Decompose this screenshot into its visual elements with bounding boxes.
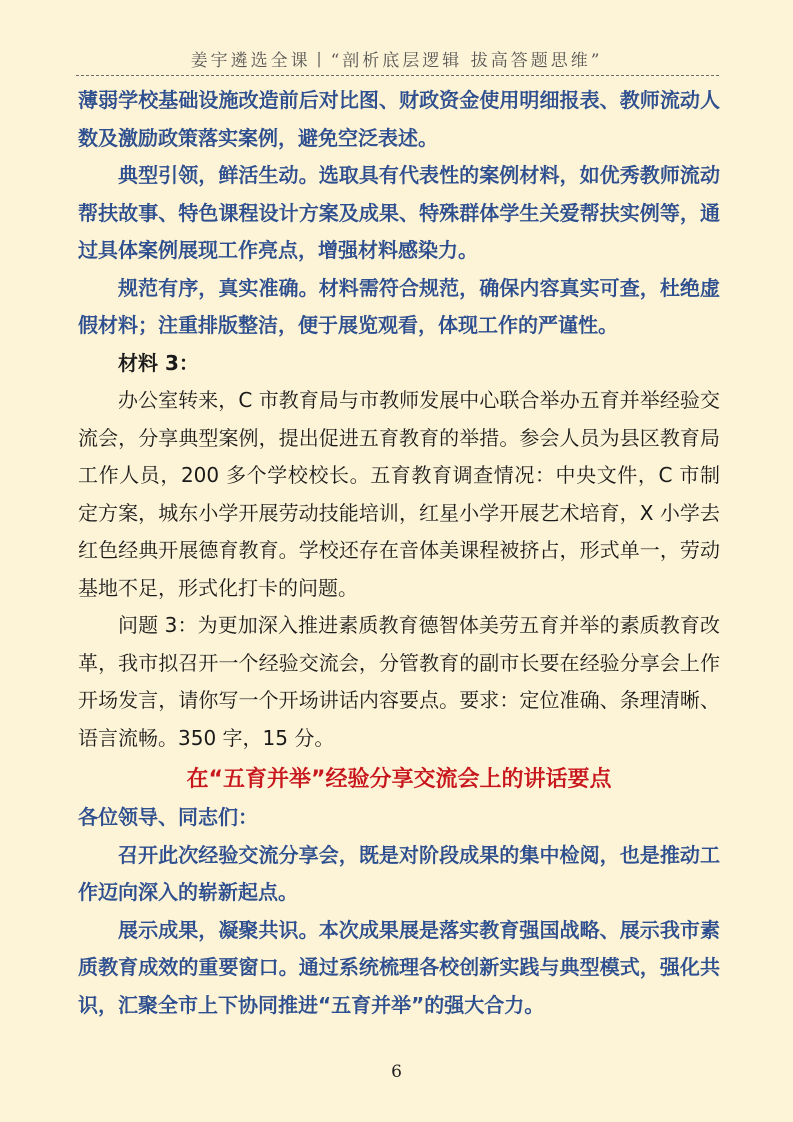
speech-salutation: 各位领导、同志们：	[78, 805, 258, 829]
speech-paragraph-achievements: 展示成果，凝聚共识。本次成果展是落实教育强国战略、展示我市素质教育成效的重要窗口。通过系统梳理各校创新实践与典型模式，强化共识，汇聚全市上下协同推进“五育并举”的强大合力。	[78, 917, 720, 1017]
material-paragraph: 办公室转来，C 市教育局与市教师发展中心联合举办五育并举经验交流会，分享典型案例，提出促进五育教育的举措。参会人员为县区教育局工作人员，200 多个学校校长。五育教育调查情况：中央文件，C 市制定方案，城东小学开展劳动技能培训，红星小学开展艺术培育，X 小学去红色经典开展德育教育。学校还存在音体美课程被挤占，形式单一，劳动基地不足，形式化打卡的问题。	[78, 388, 720, 600]
speech-paragraph-opening: 召开此次经验交流分享会，既是对阶段成果的集中检阅，也是推动工作迈向深入的崭新起点。	[78, 842, 720, 904]
speech-title: 在“五育并举”经验分享交流会上的讲话要点	[186, 767, 612, 792]
question-paragraph: 问题 3：为更加深入推进素质教育德智体美劳五育并举的素质教育改革，我市拟召开一个经验交流会，分管教育的副市长要在经验分享会上作开场发言，请你写一个开场讲话内容要点。要求：定位准确、条理清晰、语言流畅。350 字，15 分。	[78, 613, 720, 750]
document-body	[78, 82, 720, 1024]
answer-paragraph-continued: 薄弱学校基础设施改造前后对比图、财政资金使用明细报表、教师流动人数及激励政策落实案例，避免空泛表述。	[78, 88, 720, 150]
answer-paragraph-standards: 规范有序，真实准确。材料需符合规范，确保内容真实可查，杜绝虚假材料；注重排版整洁，便于展览观看，体现工作的严谨性。	[78, 275, 720, 337]
header-divider	[76, 75, 719, 76]
answer-paragraph-typical-cases: 典型引领，鲜活生动。选取具有代表性的案例材料，如优秀教师流动帮扶故事、特色课程设计方案及成果、特殊群体学生关爱帮扶实例等，通过具体案例展现工作亮点，增强材料感染力。	[78, 163, 720, 262]
page-number: 6	[391, 1062, 402, 1082]
page-header: 姜宇遴选全课丨“剖析底层逻辑 拔高答题思维”	[190, 51, 603, 71]
material-label: 材料 3：	[118, 350, 199, 375]
